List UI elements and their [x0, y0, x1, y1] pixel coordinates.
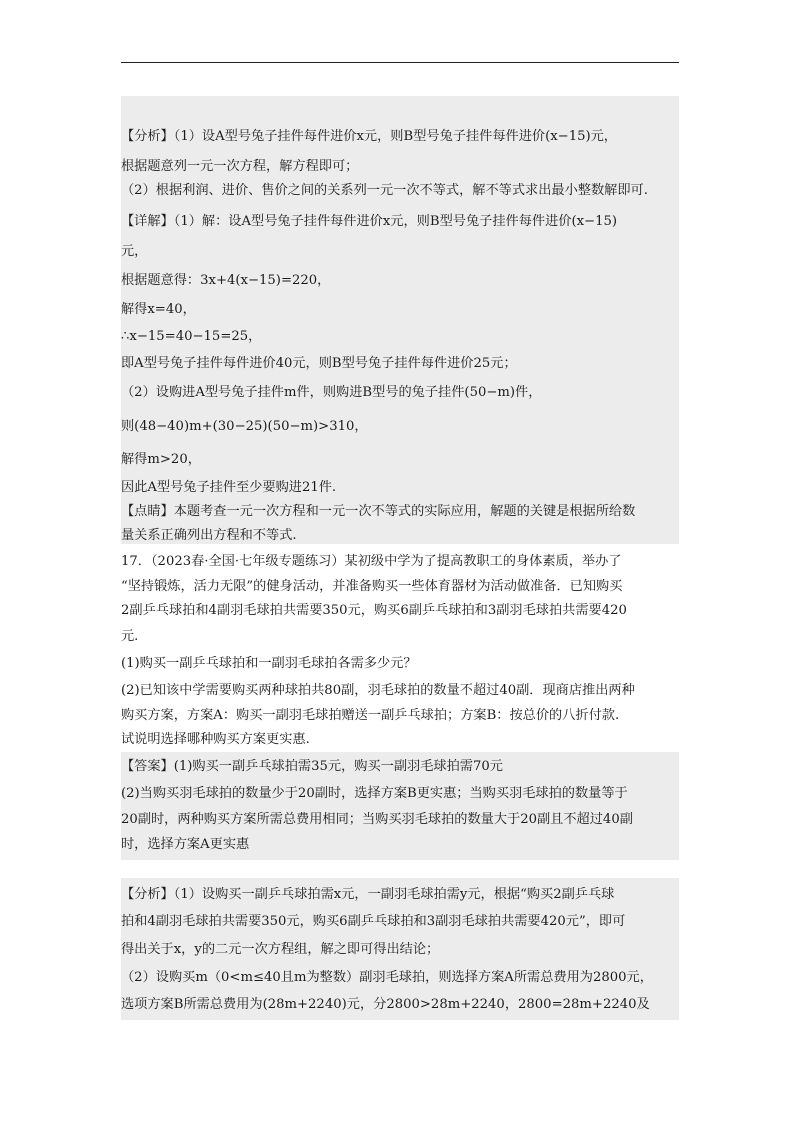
detail-line: 根据题意得：3x+4(x−15)=220，	[121, 273, 331, 288]
question-17-part-2: (2)已知该中学需要购买两种球拍共80副，羽毛球拍的数量不超过40副．现商店推出两种	[121, 683, 635, 698]
detail-line: ∴x−15=40−15=25，	[121, 329, 262, 344]
question-17-line: 元.	[121, 629, 139, 644]
question-17-line: 17．（2023春·全国·七年级专题练习）某初级中学为了提高教职工的身体素质，举办了	[121, 554, 622, 569]
question-17-part-2: 购买方案，方案A：购买一副羽毛球拍赠送一副乒乓球拍；方案B：按总价的八折付款.	[121, 708, 620, 723]
detail-line: 则(48−40)m+(30−25)(50−m)>310，	[121, 419, 368, 434]
analysis-line: （2）根据利润、进价、售价之间的关系列一元一次不等式，解不等式求出最小整数解即可.	[121, 183, 648, 198]
comment-line: 量关系正确列出方程和不等式.	[121, 528, 297, 543]
detail-line: 【详解】（1）解：设A型号兔子挂件每件进价x元，则B型号兔子挂件每件进价(x−15)	[121, 214, 617, 229]
detail-line: 元，	[121, 244, 148, 259]
detail-line: 即A型号兔子挂件每件进价40元，则B型号兔子挂件每件进价25元；	[121, 356, 517, 371]
analysis-17-line: 【分析】（1）设购买一副乒乓球拍需x元，一副羽毛球拍需y元，根据“购买2副乒乓球	[121, 887, 615, 902]
answer-line: 时，选择方案A更实惠	[121, 837, 250, 852]
answer-line: (2)当购买羽毛球拍的数量少于20副时，选择方案B更实惠；当购买羽毛球拍的数量等于	[121, 786, 628, 801]
analysis-17-line: 拍和4副羽毛球拍共需要350元，购买6副乒乓球拍和3副羽毛球拍共需要420元”，即可	[121, 914, 626, 929]
analysis-line: 【分析】（1）设A型号兔子挂件每件进价x元，则B型号兔子挂件每件进价(x−15)元，	[121, 129, 617, 144]
analysis-line: 根据题意列一元一次方程，解方程即可；	[121, 159, 359, 174]
question-17-line: 2副乒乓球拍和4副羽毛球拍共需要350元，购买6副乒乓球拍和3副羽毛球拍共需要420	[121, 603, 627, 618]
answer-line: 【答案】(1)购买一副乒乓球拍需35元，购买一副羽毛球拍需70元	[121, 759, 503, 774]
detail-line: 解得x=40，	[121, 302, 196, 317]
detail-line: 因此A型号兔子挂件至少要购进21件.	[121, 480, 337, 495]
detail-line: 解得m>20，	[121, 452, 201, 467]
detail-line: （2）设购进A型号兔子挂件m件，则购进B型号的兔子挂件(50−m)件，	[121, 385, 542, 400]
comment-line: 【点睛】本题考查一元一次方程和一元一次不等式的实际应用，解题的关键是根据所给数	[121, 504, 636, 519]
analysis-17-line: 得出关于x，y的二元一次方程组，解之即可得出结论；	[121, 942, 440, 957]
question-17-part-1: (1)购买一副乒乓球拍和一副羽毛球拍各需多少元？	[121, 656, 417, 671]
question-17-part-2: 试说明选择哪种购买方案更实惠.	[121, 732, 310, 747]
analysis-17-line: （2）设购买m（0<m≤40且m为整数）副羽毛球拍，则选择方案A所需总费用为2800元，	[121, 970, 653, 985]
header-rule	[121, 62, 679, 63]
analysis-17-line: 选项方案B所需总费用为(28m+2240)元，分2800>28m+2240，2800=28m+2240及	[121, 997, 650, 1012]
answer-line: 20副时，两种购买方案所需总费用相同；当购买羽毛球拍的数量大于20副且不超过40副	[121, 812, 633, 827]
question-17-line: “坚持锻炼，活力无限”的健身活动，并准备购买一些体育器材为活动做准备．已知购买	[121, 579, 623, 594]
